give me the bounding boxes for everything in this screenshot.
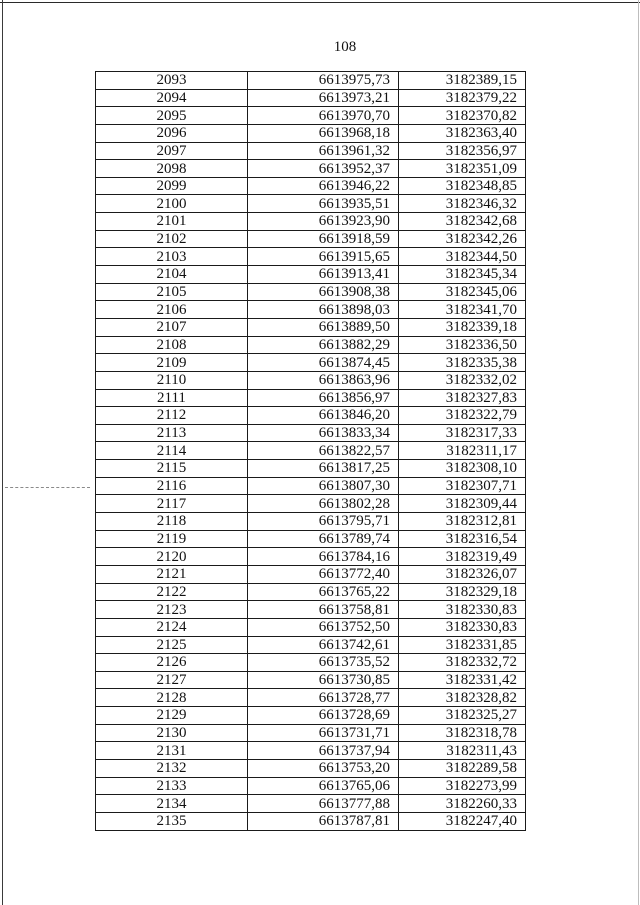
y-coordinate-cell: 3182325,27 [399, 707, 526, 725]
x-coordinate-cell: 6613863,96 [248, 371, 399, 389]
y-coordinate-cell: 3182332,02 [399, 371, 526, 389]
x-coordinate-cell: 6613802,28 [248, 495, 399, 513]
table-row [96, 283, 526, 301]
table-row [96, 248, 526, 266]
y-coordinate-cell: 3182348,85 [399, 177, 526, 195]
y-coordinate-cell: 3182339,18 [399, 318, 526, 336]
scan-fold-mark [5, 487, 90, 488]
y-coordinate-cell: 3182309,44 [399, 495, 526, 513]
point-number-cell: 2097 [96, 142, 248, 160]
y-coordinate-cell: 3182328,82 [399, 689, 526, 707]
coordinates-table [95, 71, 526, 831]
x-coordinate-cell: 6613817,25 [248, 460, 399, 478]
point-number-cell: 2100 [96, 195, 248, 213]
x-coordinate-cell: 6613735,52 [248, 654, 399, 672]
table-row [96, 477, 526, 495]
point-number-cell: 2108 [96, 336, 248, 354]
x-coordinate-cell: 6613728,69 [248, 707, 399, 725]
point-number-cell: 2103 [96, 248, 248, 266]
x-coordinate-cell: 6613752,50 [248, 618, 399, 636]
point-number-cell: 2111 [96, 389, 248, 407]
table-row [96, 565, 526, 583]
x-coordinate-cell: 6613846,20 [248, 407, 399, 425]
table-row [96, 495, 526, 513]
table-row [96, 301, 526, 319]
y-coordinate-cell: 3182344,50 [399, 248, 526, 266]
y-coordinate-cell: 3182379,22 [399, 89, 526, 107]
x-coordinate-cell: 6613784,16 [248, 548, 399, 566]
y-coordinate-cell: 3182389,15 [399, 72, 526, 90]
table-row [96, 160, 526, 178]
table-row [96, 654, 526, 672]
y-coordinate-cell: 3182330,83 [399, 601, 526, 619]
table-row [96, 354, 526, 372]
point-number-cell: 2124 [96, 618, 248, 636]
point-number-cell: 2104 [96, 266, 248, 284]
y-coordinate-cell: 3182311,17 [399, 442, 526, 460]
y-coordinate-cell: 3182307,71 [399, 477, 526, 495]
table-row [96, 407, 526, 425]
point-number-cell: 2106 [96, 301, 248, 319]
x-coordinate-cell: 6613807,30 [248, 477, 399, 495]
point-number-cell: 2134 [96, 795, 248, 813]
table-row [96, 689, 526, 707]
table-row [96, 583, 526, 601]
point-number-cell: 2117 [96, 495, 248, 513]
point-number-cell: 2125 [96, 636, 248, 654]
table-row [96, 759, 526, 777]
point-number-cell: 2095 [96, 107, 248, 125]
y-coordinate-cell: 3182247,40 [399, 812, 526, 830]
x-coordinate-cell: 6613833,34 [248, 424, 399, 442]
x-coordinate-cell: 6613923,90 [248, 213, 399, 231]
x-coordinate-cell: 6613822,57 [248, 442, 399, 460]
point-number-cell: 2098 [96, 160, 248, 178]
table-row [96, 742, 526, 760]
x-coordinate-cell: 6613789,74 [248, 530, 399, 548]
x-coordinate-cell: 6613952,37 [248, 160, 399, 178]
page-number: 108 [333, 39, 357, 55]
x-coordinate-cell: 6613777,88 [248, 795, 399, 813]
x-coordinate-cell: 6613935,51 [248, 195, 399, 213]
y-coordinate-cell: 3182331,42 [399, 671, 526, 689]
point-number-cell: 2105 [96, 283, 248, 301]
point-number-cell: 2118 [96, 513, 248, 531]
table-row [96, 777, 526, 795]
point-number-cell: 2130 [96, 724, 248, 742]
x-coordinate-cell: 6613889,50 [248, 318, 399, 336]
x-coordinate-cell: 6613918,59 [248, 230, 399, 248]
table-row [96, 513, 526, 531]
table-row [96, 336, 526, 354]
y-coordinate-cell: 3182317,33 [399, 424, 526, 442]
x-coordinate-cell: 6613758,81 [248, 601, 399, 619]
y-coordinate-cell: 3182327,83 [399, 389, 526, 407]
y-coordinate-cell: 3182273,99 [399, 777, 526, 795]
table-row [96, 601, 526, 619]
y-coordinate-cell: 3182351,09 [399, 160, 526, 178]
table-row [96, 424, 526, 442]
x-coordinate-cell: 6613882,29 [248, 336, 399, 354]
point-number-cell: 2101 [96, 213, 248, 231]
table-row [96, 460, 526, 478]
x-coordinate-cell: 6613731,71 [248, 724, 399, 742]
y-coordinate-cell: 3182326,07 [399, 565, 526, 583]
x-coordinate-cell: 6613908,38 [248, 283, 399, 301]
point-number-cell: 2107 [96, 318, 248, 336]
x-coordinate-cell: 6613728,77 [248, 689, 399, 707]
x-coordinate-cell: 6613730,85 [248, 671, 399, 689]
y-coordinate-cell: 3182335,38 [399, 354, 526, 372]
y-coordinate-cell: 3182318,78 [399, 724, 526, 742]
point-number-cell: 2113 [96, 424, 248, 442]
table-row [96, 812, 526, 830]
table-row [96, 548, 526, 566]
y-coordinate-cell: 3182260,33 [399, 795, 526, 813]
y-coordinate-cell: 3182370,82 [399, 107, 526, 125]
point-number-cell: 2128 [96, 689, 248, 707]
scan-right-edge [638, 0, 639, 905]
x-coordinate-cell: 6613968,18 [248, 124, 399, 142]
x-coordinate-cell: 6613961,32 [248, 142, 399, 160]
point-number-cell: 2099 [96, 177, 248, 195]
x-coordinate-cell: 6613856,97 [248, 389, 399, 407]
point-number-cell: 2123 [96, 601, 248, 619]
y-coordinate-cell: 3182330,83 [399, 618, 526, 636]
x-coordinate-cell: 6613874,45 [248, 354, 399, 372]
y-coordinate-cell: 3182308,10 [399, 460, 526, 478]
x-coordinate-cell: 6613915,65 [248, 248, 399, 266]
table-row [96, 707, 526, 725]
point-number-cell: 2122 [96, 583, 248, 601]
scan-left-edge [2, 0, 3, 905]
y-coordinate-cell: 3182329,18 [399, 583, 526, 601]
point-number-cell: 2121 [96, 565, 248, 583]
x-coordinate-cell: 6613765,22 [248, 583, 399, 601]
y-coordinate-cell: 3182356,97 [399, 142, 526, 160]
point-number-cell: 2109 [96, 354, 248, 372]
y-coordinate-cell: 3182336,50 [399, 336, 526, 354]
table-row [96, 142, 526, 160]
table-row [96, 671, 526, 689]
table-row [96, 618, 526, 636]
point-number-cell: 2115 [96, 460, 248, 478]
table-row [96, 177, 526, 195]
table-row [96, 724, 526, 742]
y-coordinate-cell: 3182311,43 [399, 742, 526, 760]
point-number-cell: 2096 [96, 124, 248, 142]
table-row [96, 795, 526, 813]
scan-top-edge [0, 2, 640, 3]
table-row [96, 318, 526, 336]
y-coordinate-cell: 3182312,81 [399, 513, 526, 531]
table-row [96, 389, 526, 407]
x-coordinate-cell: 6613772,40 [248, 565, 399, 583]
table-row [96, 124, 526, 142]
x-coordinate-cell: 6613765,06 [248, 777, 399, 795]
x-coordinate-cell: 6613898,03 [248, 301, 399, 319]
y-coordinate-cell: 3182341,70 [399, 301, 526, 319]
table-row [96, 530, 526, 548]
y-coordinate-cell: 3182331,85 [399, 636, 526, 654]
table-row [96, 442, 526, 460]
table-row [96, 230, 526, 248]
y-coordinate-cell: 3182342,26 [399, 230, 526, 248]
x-coordinate-cell: 6613753,20 [248, 759, 399, 777]
point-number-cell: 2093 [96, 72, 248, 90]
point-number-cell: 2114 [96, 442, 248, 460]
point-number-cell: 2126 [96, 654, 248, 672]
point-number-cell: 2120 [96, 548, 248, 566]
point-number-cell: 2119 [96, 530, 248, 548]
y-coordinate-cell: 3182289,58 [399, 759, 526, 777]
table-row [96, 89, 526, 107]
point-number-cell: 2133 [96, 777, 248, 795]
point-number-cell: 2135 [96, 812, 248, 830]
table-row [96, 107, 526, 125]
point-number-cell: 2127 [96, 671, 248, 689]
x-coordinate-cell: 6613795,71 [248, 513, 399, 531]
x-coordinate-cell: 6613737,94 [248, 742, 399, 760]
y-coordinate-cell: 3182345,06 [399, 283, 526, 301]
y-coordinate-cell: 3182332,72 [399, 654, 526, 672]
y-coordinate-cell: 3182342,68 [399, 213, 526, 231]
x-coordinate-cell: 6613787,81 [248, 812, 399, 830]
x-coordinate-cell: 6613913,41 [248, 266, 399, 284]
y-coordinate-cell: 3182363,40 [399, 124, 526, 142]
point-number-cell: 2131 [96, 742, 248, 760]
y-coordinate-cell: 3182346,32 [399, 195, 526, 213]
point-number-cell: 2110 [96, 371, 248, 389]
y-coordinate-cell: 3182316,54 [399, 530, 526, 548]
y-coordinate-cell: 3182345,34 [399, 266, 526, 284]
coordinates-table-body [96, 72, 526, 831]
x-coordinate-cell: 6613975,73 [248, 72, 399, 90]
point-number-cell: 2094 [96, 89, 248, 107]
table-row [96, 72, 526, 90]
table-row [96, 213, 526, 231]
point-number-cell: 2116 [96, 477, 248, 495]
table-row [96, 371, 526, 389]
point-number-cell: 2129 [96, 707, 248, 725]
x-coordinate-cell: 6613973,21 [248, 89, 399, 107]
y-coordinate-cell: 3182319,49 [399, 548, 526, 566]
point-number-cell: 2112 [96, 407, 248, 425]
table-row [96, 266, 526, 284]
table-row [96, 195, 526, 213]
point-number-cell: 2102 [96, 230, 248, 248]
y-coordinate-cell: 3182322,79 [399, 407, 526, 425]
table-row [96, 636, 526, 654]
x-coordinate-cell: 6613946,22 [248, 177, 399, 195]
x-coordinate-cell: 6613742,61 [248, 636, 399, 654]
x-coordinate-cell: 6613970,70 [248, 107, 399, 125]
point-number-cell: 2132 [96, 759, 248, 777]
